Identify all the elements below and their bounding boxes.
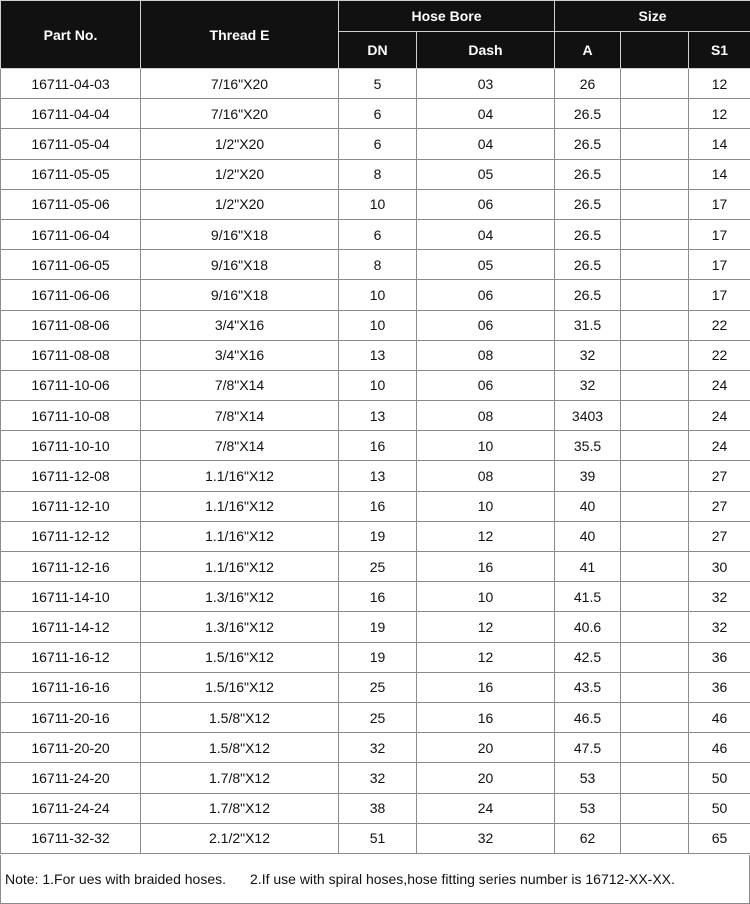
a-cell: 26.5	[555, 189, 621, 219]
a-cell: 53	[555, 763, 621, 793]
dn-cell: 10	[339, 370, 417, 400]
blank-cell	[621, 642, 689, 672]
thread-cell: 3/4"X16	[141, 310, 339, 340]
blank-cell	[621, 189, 689, 219]
s1-cell: 22	[689, 310, 750, 340]
s1-cell: 17	[689, 189, 750, 219]
s1-cell: 27	[689, 521, 750, 551]
dash-cell: 10	[417, 491, 555, 521]
part-no-cell: 16711-24-24	[1, 793, 141, 823]
footnote-line-1: Note: 1.For ues with braided hoses.	[5, 871, 227, 887]
thread-cell: 9/16"X18	[141, 250, 339, 280]
blank-cell	[621, 582, 689, 612]
table-row	[1, 612, 750, 642]
blank-cell	[621, 401, 689, 431]
s1-cell: 27	[689, 491, 750, 521]
blank-cell	[621, 733, 689, 763]
part-no-cell: 16711-08-08	[1, 340, 141, 370]
thread-cell: 1.1/16"X12	[141, 521, 339, 551]
dn-cell: 25	[339, 702, 417, 732]
dn-cell: 32	[339, 763, 417, 793]
thread-cell: 7/8"X14	[141, 370, 339, 400]
blank-cell	[621, 219, 689, 249]
a-cell: 26.5	[555, 99, 621, 129]
footnote-line-2: 2.If use with spiral hoses,hose fitting series number is 16712-XX-XX.	[250, 871, 675, 887]
s1-cell: 30	[689, 552, 750, 582]
thread-cell: 1.5/8"X12	[141, 733, 339, 763]
part-no-cell: 16711-14-10	[1, 582, 141, 612]
dn-cell: 13	[339, 340, 417, 370]
table-row	[1, 370, 750, 400]
dash-cell: 08	[417, 340, 555, 370]
a-cell: 31.5	[555, 310, 621, 340]
header-thread-e: Thread E	[141, 1, 339, 69]
a-cell: 32	[555, 370, 621, 400]
a-cell: 40	[555, 521, 621, 551]
part-no-cell: 16711-06-05	[1, 250, 141, 280]
dash-cell: 32	[417, 823, 555, 853]
dash-cell: 20	[417, 733, 555, 763]
blank-cell	[621, 69, 689, 99]
part-no-cell: 16711-10-06	[1, 370, 141, 400]
header-dn: DN	[339, 32, 417, 69]
thread-cell: 1.3/16"X12	[141, 582, 339, 612]
dash-cell: 06	[417, 189, 555, 219]
blank-cell	[621, 370, 689, 400]
thread-cell: 1.1/16"X12	[141, 461, 339, 491]
s1-cell: 32	[689, 612, 750, 642]
dash-cell: 04	[417, 129, 555, 159]
table-row	[1, 159, 750, 189]
blank-cell	[621, 672, 689, 702]
a-cell: 43.5	[555, 672, 621, 702]
a-cell: 26.5	[555, 250, 621, 280]
table-row	[1, 702, 750, 732]
blank-cell	[621, 763, 689, 793]
table-row	[1, 582, 750, 612]
dn-cell: 19	[339, 612, 417, 642]
thread-cell: 7/8"X14	[141, 401, 339, 431]
s1-cell: 50	[689, 763, 750, 793]
dn-cell: 19	[339, 521, 417, 551]
thread-cell: 2.1/2"X12	[141, 823, 339, 853]
dash-cell: 08	[417, 461, 555, 491]
table-row	[1, 189, 750, 219]
dn-cell: 38	[339, 793, 417, 823]
blank-cell	[621, 793, 689, 823]
blank-cell	[621, 310, 689, 340]
blank-cell	[621, 340, 689, 370]
table-row	[1, 340, 750, 370]
thread-cell: 1.1/16"X12	[141, 491, 339, 521]
blank-cell	[621, 521, 689, 551]
table-row	[1, 642, 750, 672]
table-row	[1, 310, 750, 340]
blank-cell	[621, 552, 689, 582]
dn-cell: 10	[339, 189, 417, 219]
s1-cell: 36	[689, 642, 750, 672]
a-cell: 53	[555, 793, 621, 823]
thread-cell: 3/4"X16	[141, 340, 339, 370]
dash-cell: 05	[417, 250, 555, 280]
dash-cell: 16	[417, 552, 555, 582]
dash-cell: 05	[417, 159, 555, 189]
part-no-cell: 16711-04-04	[1, 99, 141, 129]
thread-cell: 9/16"X18	[141, 280, 339, 310]
table-row	[1, 823, 750, 853]
part-no-cell: 16711-16-12	[1, 642, 141, 672]
table-row	[1, 129, 750, 159]
part-no-cell: 16711-06-04	[1, 219, 141, 249]
part-no-cell: 16711-20-16	[1, 702, 141, 732]
a-cell: 3403	[555, 401, 621, 431]
thread-cell: 1.5/8"X12	[141, 702, 339, 732]
header-dash: Dash	[417, 32, 555, 69]
s1-cell: 22	[689, 340, 750, 370]
a-cell: 40.6	[555, 612, 621, 642]
dn-cell: 32	[339, 733, 417, 763]
dash-cell: 12	[417, 642, 555, 672]
part-no-cell: 16711-32-32	[1, 823, 141, 853]
dash-cell: 06	[417, 310, 555, 340]
blank-cell	[621, 702, 689, 732]
a-cell: 62	[555, 823, 621, 853]
thread-cell: 1.1/16"X12	[141, 552, 339, 582]
dn-cell: 10	[339, 310, 417, 340]
s1-cell: 50	[689, 793, 750, 823]
table-row	[1, 521, 750, 551]
part-no-cell: 16711-10-10	[1, 431, 141, 461]
part-no-cell: 16711-06-06	[1, 280, 141, 310]
a-cell: 35.5	[555, 431, 621, 461]
s1-cell: 24	[689, 431, 750, 461]
table-body	[1, 69, 750, 854]
dash-cell: 24	[417, 793, 555, 823]
table-row	[1, 401, 750, 431]
a-cell: 46.5	[555, 702, 621, 732]
part-no-cell: 16711-04-03	[1, 69, 141, 99]
a-cell: 26	[555, 69, 621, 99]
dn-cell: 25	[339, 552, 417, 582]
blank-cell	[621, 491, 689, 521]
dn-cell: 13	[339, 401, 417, 431]
dash-cell: 12	[417, 521, 555, 551]
s1-cell: 27	[689, 461, 750, 491]
dn-cell: 19	[339, 642, 417, 672]
dn-cell: 6	[339, 99, 417, 129]
part-no-cell: 16711-14-12	[1, 612, 141, 642]
s1-cell: 12	[689, 99, 750, 129]
header-a: A	[555, 32, 621, 69]
dn-cell: 13	[339, 461, 417, 491]
a-cell: 42.5	[555, 642, 621, 672]
thread-cell: 9/16"X18	[141, 219, 339, 249]
thread-cell: 7/8"X14	[141, 431, 339, 461]
thread-cell: 1/2"X20	[141, 159, 339, 189]
table-row	[1, 672, 750, 702]
dn-cell: 16	[339, 431, 417, 461]
table-row	[1, 431, 750, 461]
thread-cell: 7/16"X20	[141, 69, 339, 99]
table-row	[1, 250, 750, 280]
table-row	[1, 552, 750, 582]
dn-cell: 51	[339, 823, 417, 853]
dash-cell: 04	[417, 219, 555, 249]
a-cell: 26.5	[555, 219, 621, 249]
thread-cell: 7/16"X20	[141, 99, 339, 129]
s1-cell: 12	[689, 69, 750, 99]
table-row	[1, 793, 750, 823]
blank-cell	[621, 159, 689, 189]
s1-cell: 14	[689, 159, 750, 189]
table-row	[1, 99, 750, 129]
blank-cell	[621, 823, 689, 853]
a-cell: 47.5	[555, 733, 621, 763]
dn-cell: 16	[339, 582, 417, 612]
s1-cell: 36	[689, 672, 750, 702]
part-no-cell: 16711-05-05	[1, 159, 141, 189]
dn-cell: 5	[339, 69, 417, 99]
blank-cell	[621, 99, 689, 129]
a-cell: 41.5	[555, 582, 621, 612]
part-no-cell: 16711-12-08	[1, 461, 141, 491]
a-cell: 41	[555, 552, 621, 582]
header-blank	[621, 32, 689, 69]
blank-cell	[621, 129, 689, 159]
table-row	[1, 491, 750, 521]
s1-cell: 14	[689, 129, 750, 159]
dash-cell: 06	[417, 370, 555, 400]
a-cell: 26.5	[555, 159, 621, 189]
header-s1: S1	[689, 32, 750, 69]
thread-cell: 1.7/8"X12	[141, 793, 339, 823]
s1-cell: 46	[689, 733, 750, 763]
s1-cell: 24	[689, 401, 750, 431]
table-row	[1, 461, 750, 491]
dn-cell: 8	[339, 159, 417, 189]
part-no-cell: 16711-12-12	[1, 521, 141, 551]
part-no-cell: 16711-20-20	[1, 733, 141, 763]
a-cell: 39	[555, 461, 621, 491]
a-cell: 40	[555, 491, 621, 521]
table-row	[1, 69, 750, 99]
thread-cell: 1/2"X20	[141, 189, 339, 219]
dash-cell: 04	[417, 99, 555, 129]
dash-cell: 10	[417, 582, 555, 612]
s1-cell: 46	[689, 702, 750, 732]
dash-cell: 16	[417, 672, 555, 702]
s1-cell: 32	[689, 582, 750, 612]
dash-cell: 16	[417, 702, 555, 732]
part-no-cell: 16711-08-06	[1, 310, 141, 340]
header-hose-bore: Hose Bore	[339, 1, 555, 32]
header-part-no: Part No.	[1, 1, 141, 69]
part-no-cell: 16711-05-06	[1, 189, 141, 219]
s1-cell: 65	[689, 823, 750, 853]
thread-cell: 1.3/16"X12	[141, 612, 339, 642]
part-no-cell: 16711-12-10	[1, 491, 141, 521]
dash-cell: 03	[417, 69, 555, 99]
s1-cell: 17	[689, 250, 750, 280]
table-row	[1, 763, 750, 793]
dash-cell: 08	[417, 401, 555, 431]
table-row	[1, 733, 750, 763]
table-row	[1, 219, 750, 249]
table-row	[1, 280, 750, 310]
dn-cell: 16	[339, 491, 417, 521]
part-no-cell: 16711-12-16	[1, 552, 141, 582]
blank-cell	[621, 250, 689, 280]
dash-cell: 06	[417, 280, 555, 310]
dn-cell: 6	[339, 219, 417, 249]
dn-cell: 6	[339, 129, 417, 159]
dash-cell: 10	[417, 431, 555, 461]
a-cell: 26.5	[555, 129, 621, 159]
thread-cell: 1.5/16"X12	[141, 672, 339, 702]
part-no-cell: 16711-24-20	[1, 763, 141, 793]
thread-cell: 1.5/16"X12	[141, 642, 339, 672]
dn-cell: 25	[339, 672, 417, 702]
part-no-cell: 16711-05-04	[1, 129, 141, 159]
thread-cell: 1.7/8"X12	[141, 763, 339, 793]
blank-cell	[621, 431, 689, 461]
header-size: Size	[555, 1, 750, 32]
s1-cell: 17	[689, 219, 750, 249]
dash-cell: 12	[417, 612, 555, 642]
part-no-cell: 16711-10-08	[1, 401, 141, 431]
a-cell: 32	[555, 340, 621, 370]
blank-cell	[621, 280, 689, 310]
dash-cell: 20	[417, 763, 555, 793]
blank-cell	[621, 461, 689, 491]
s1-cell: 24	[689, 370, 750, 400]
dn-cell: 10	[339, 280, 417, 310]
s1-cell: 17	[689, 280, 750, 310]
thread-cell: 1/2"X20	[141, 129, 339, 159]
footnote	[0, 855, 750, 904]
part-no-cell: 16711-16-16	[1, 672, 141, 702]
blank-cell	[621, 612, 689, 642]
a-cell: 26.5	[555, 280, 621, 310]
dn-cell: 8	[339, 250, 417, 280]
